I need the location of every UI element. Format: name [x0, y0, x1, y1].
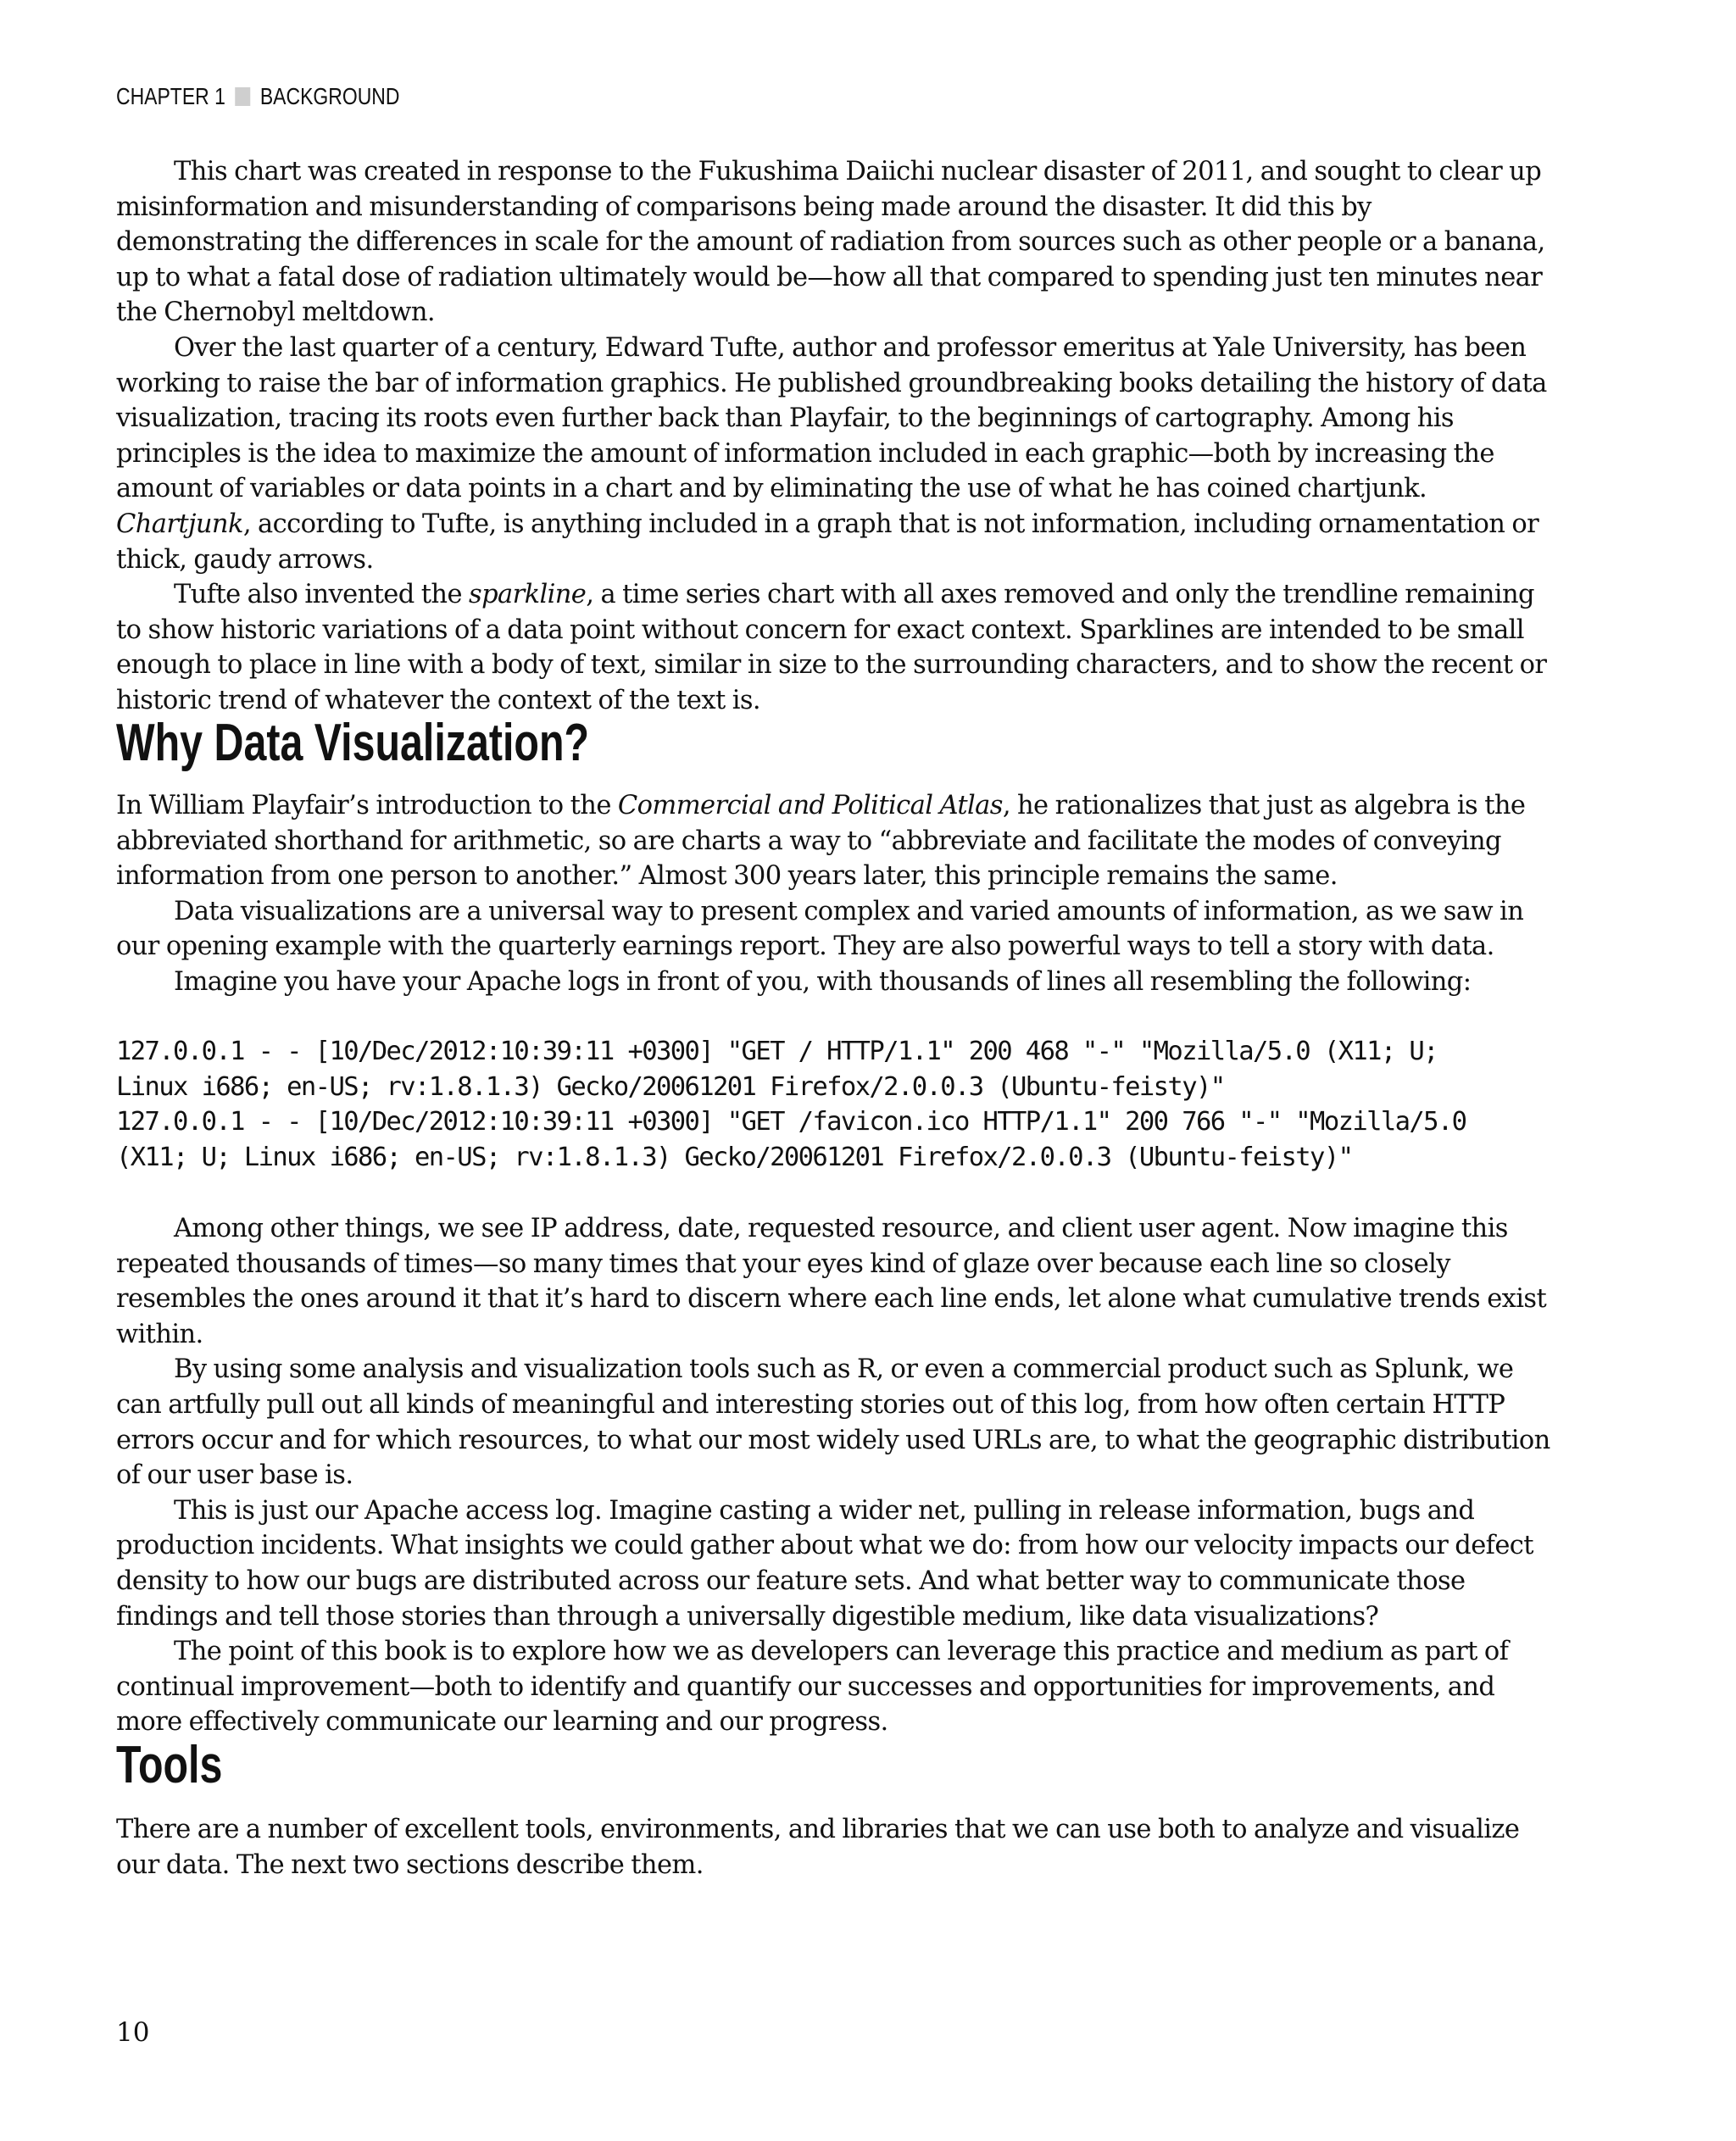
text-run: , he rationalizes that just as algebra is the abbreviated shorthand for arithmetic, so are charts a way to “abbreviate and facilitate the modes of conveying information from one person to another.” Almost 300 years later, this principle remains the same. [116, 791, 1526, 892]
emphasis-title: Commercial and Political Atlas [617, 791, 1003, 820]
separator-square-icon [235, 87, 250, 106]
text-run: In William Playfair’s introduction to the [116, 791, 618, 820]
text-run: , according to Tufte, is anything included in a graph that is not information, including ornamentation or thick, gaudy arrows. [116, 509, 1539, 575]
code-line: Linux i686; en-US; rv:1.8.1.3) Gecko/20061201 Firefox/2.0.0.3 (Ubuntu-feisty)" [116, 1071, 1225, 1102]
paragraph [116, 331, 1557, 577]
intro-text-block [116, 154, 1557, 719]
paragraph [116, 788, 1557, 894]
paragraph: Among other things, we see IP address, date, requested resource, and client user agent. Now imagine this repeated thousands of times—so many times that your eyes kind of glaze over because each line so closely resembles the ones around it that it’s hard to discern where each line ends, let alone what cumulative trends exist within. [116, 1214, 1547, 1349]
text-run: Tufte also invented the [174, 580, 470, 610]
paragraph: This chart was created in response to the Fukushima Daiichi nuclear disaster of 2011, and sought to clear up misinformation and misunderstanding of comparisons being made around the disaster. It did this by demonstrating the differences in scale for the amount of radiation from sources such as other people or a banana, up to what a fatal dose of radiation ultimately would be—how all that compared to spending just ten minutes near the Chernobyl meltdown. [116, 157, 1545, 328]
paragraph: There are a number of excellent tools, environments, and libraries that we can use both to analyze and visualize our data. The next two sections describe them. [116, 1815, 1520, 1880]
code-block [116, 1034, 1466, 1175]
section-label: BACKGROUND [259, 83, 400, 109]
section-heading: Tools [116, 1736, 223, 1794]
section-text-block [116, 1211, 1557, 1740]
code-line: 127.0.0.1 - - [10/Dec/2012:10:39:11 +0300] "GET /favicon.ico HTTP/1.1" 200 766 "-" "Mozilla/5.0 [116, 1107, 1466, 1137]
paragraph: Data visualizations are a universal way to present complex and varied amounts of information, as we saw in our opening example with the quarterly earnings report. They are also powerful ways to tell a story with data. [116, 896, 1524, 962]
chapter-label: CHAPTER 1 [116, 83, 225, 109]
section-heading: Why Data Visualization? [116, 714, 590, 772]
code-line: (X11; U; Linux i686; en-US; rv:1.8.1.3) Gecko/20061201 Firefox/2.0.0.3 (Ubuntu-feisty)" [116, 1142, 1353, 1172]
section-text-block [116, 1812, 1557, 1882]
paragraph: Imagine you have your Apache logs in front of you, with thousands of lines all resembling the following: [174, 966, 1472, 997]
running-head [116, 83, 399, 110]
text-run: , a time series chart with all axes removed and only the trendline remaining to show historic variations of a data point without concern for exact context. Sparklines are intended to be small enough to place in line with a body of text, similar in size to the surrounding characters, and to show the recent or historic trend of whatever the context of the text is. [116, 580, 1547, 715]
section-text-block [116, 788, 1557, 1000]
paragraph: This is just our Apache access log. Imagine casting a wider net, pulling in release information, bugs and production incidents. What insights we could gather about what we do: from how our velocity impacts our defect density to how our bugs are distributed across our feature sets. And what better way to communicate those findings and tell those stories than through a universally digestible medium, like data visualizations? [116, 1495, 1533, 1632]
text-run: Over the last quarter of a century, Edward Tufte, author and professor emeritus at Yale University, has been working to raise the bar of information graphics. He published groundbreaking books detailing the history of data visualization, tracing its roots even further back than Playfair, to the beginnings of cartography. Among his principles is the idea to maximize the amount of information included in each graphic—both by increasing the amount of variables or data points in a chart and by eliminating the use of what he has coined chartjunk. [116, 332, 1547, 504]
paragraph: The point of this book is to explore how we as developers can leverage this practice and medium as part of continual improvement—both to identify and quantify our successes and opportunities for improvements, and more effectively communicate our learning and our progress. [116, 1637, 1509, 1738]
code-line: 127.0.0.1 - - [10/Dec/2012:10:39:11 +0300] "GET / HTTP/1.1" 200 468 "-" "Mozilla/5.0 (X11; U; [116, 1037, 1438, 1066]
emphasis-term: sparkline [469, 580, 587, 610]
page-number: 10 [116, 2017, 150, 2048]
emphasis-term: Chartjunk [116, 509, 243, 539]
paragraph [116, 577, 1557, 718]
paragraph: By using some analysis and visualization tools such as R, or even a commercial product such as Splunk, we can artfully pull out all kinds of meaningful and interesting stories out of this log, from how often certain HTTP errors occur and for which resources, to what our most widely used URLs are, to what the geographic distribution of our user base is. [116, 1354, 1550, 1491]
